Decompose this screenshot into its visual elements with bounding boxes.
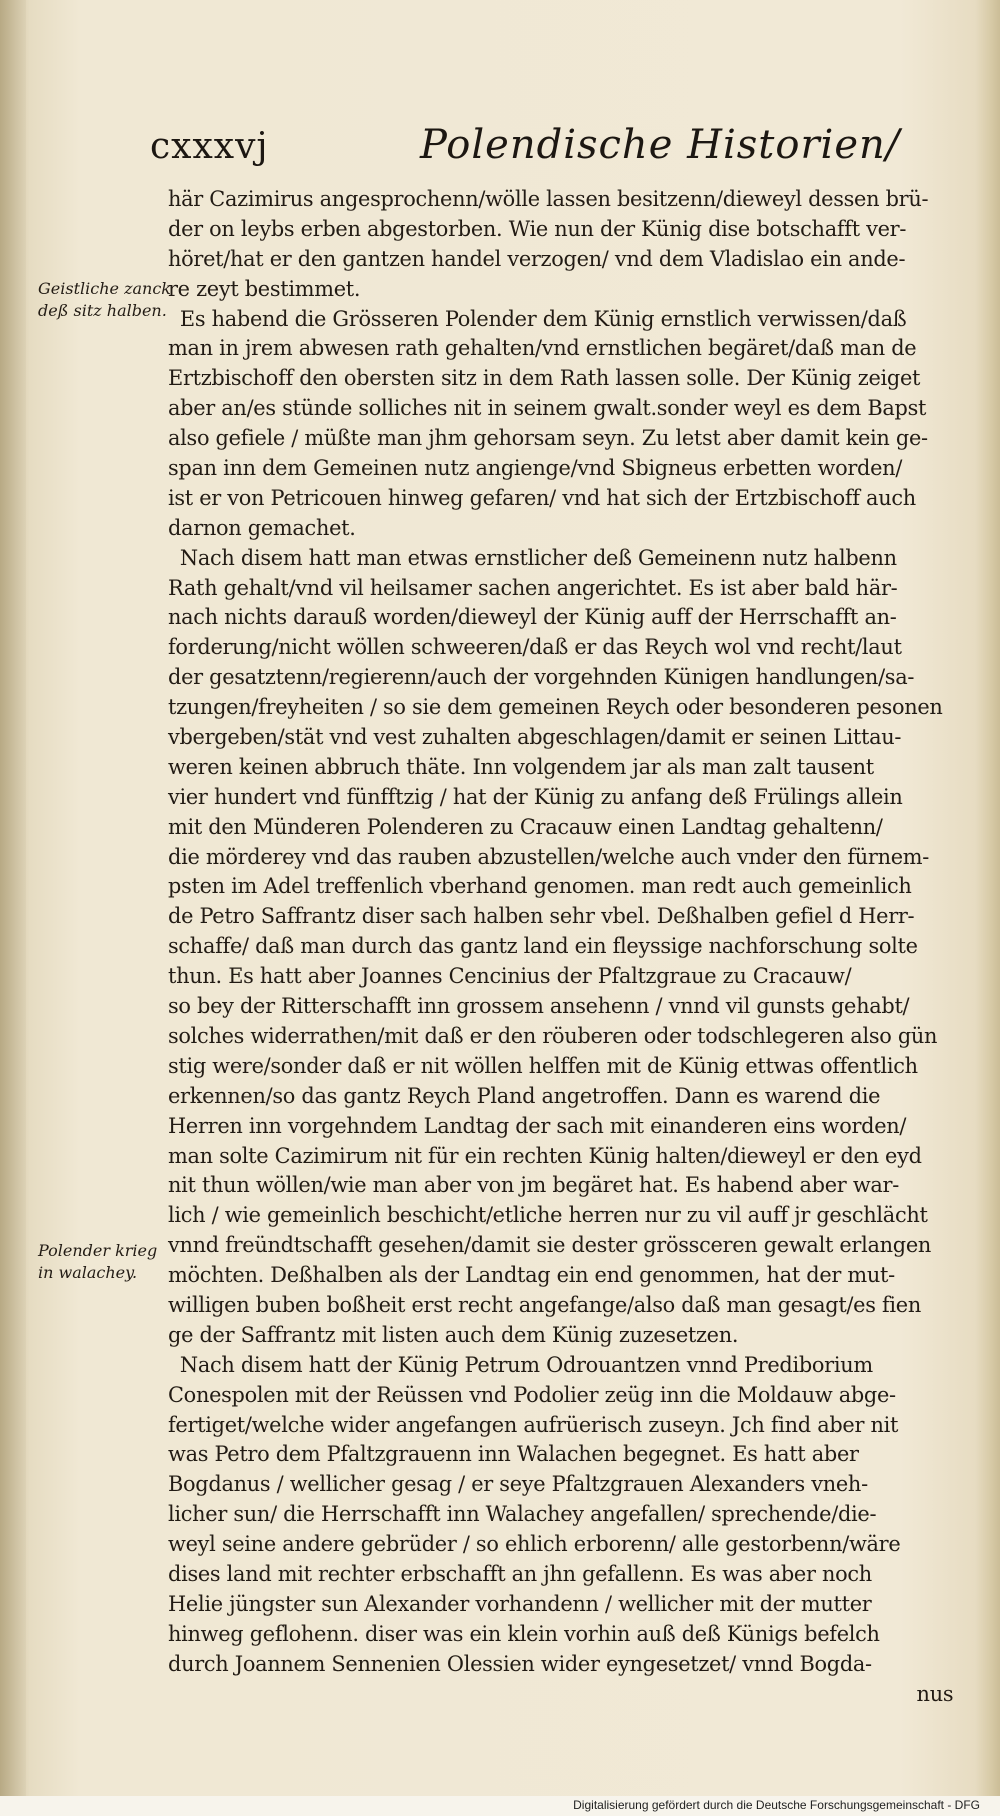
text-line: forderung/nicht wöllen schweeren/daß er das Reych wol vnd recht/laut [168,635,902,660]
text-line: re zeyt bestimmet. [168,276,361,301]
text-line: nach nichts darauß worden/dieweyl der Künig auff der Herrschafft an- [168,605,897,630]
text-line: die mörderey vnd das rauben abzustellen/welche auch vnder den fürnem- [168,844,930,869]
text-line: här Cazimirus angesprochenn/wölle lassen besitzenn/dieweyl dessen brü- [168,187,929,211]
text-line: Nach disem hatt man etwas ernstlicher deß Gemeinenn nutz halbenn [179,545,897,570]
marginal-note [38,278,171,322]
footer-bar [0,1796,1000,1816]
text-line: fertiget/welche wider angefangen aufrüerisch zuseyn. Jch find aber nit [168,1412,899,1437]
marginal-note-line: in walachey. [38,1263,138,1282]
text-line: Helie jüngster sun Alexander vorhandenn / wellicher mit der mutter [168,1591,872,1616]
text-line: man solte Cazimirum nit für ein rechten Künig halten/dieweyl er den eyd [168,1143,922,1168]
text-line: hinweg geflohenn. diser was ein klein vorhin auß deß Künigs befelch [168,1621,880,1646]
marginal-note-line: Geistliche zanck [38,279,171,298]
text-line: ge der Saffrantz mit listen auch dem Künig zuzesetzen. [168,1322,739,1347]
text-line: vnnd freündtschafft gesehen/damit sie dester grössceren gewalt erlangen [168,1233,932,1258]
text-line: weren keinen abbruch thäte. Inn volgendem jar als man zalt tausent [168,754,874,779]
text-line: tzungen/freyheiten / so sie dem gemeinen Reych oder besonderen pesonen [168,695,943,720]
text-line: span inn dem Gemeinen nutz angienge/vnd Sbigneus erbetten worden/ [168,456,903,481]
text-line: also gefiele / müßte man jhm gehorsam seyn. Zu letst aber damit kein ge- [168,426,928,451]
text-line: durch Joannem Sennenien Olessien wider eyngesetzet/ vnnd Bogda- [168,1651,872,1676]
text-line: was Petro dem Pfaltzgrauenn inn Walachen begegnet. Es hatt aber [168,1442,859,1467]
text-line: Herren inn vorgehndem Landtag der sach mit einanderen eins worden/ [168,1113,907,1138]
folio-number: cxxxvj [150,126,269,167]
text-line: vbergeben/stät vnd vest zuhalten abgeschlagen/damit er seinen Littau- [168,725,902,750]
text-line: der gesatztenn/regierenn/auch der vorgehnden Künigen handlungen/sa- [168,665,915,690]
text-line: erkennen/so das gantz Reych Pland angetroffen. Dann es warend die [168,1083,881,1108]
text-line: thun. Es hatt aber Joannes Cencinius der Pfaltzgraue zu Cracauw/ [168,964,852,989]
text-line: de Petro Saffrantz diser sach halben sehr vbel. Deßhalben gefiel d Herr- [168,904,915,929]
text-line: Rath gehalt/vnd vil heilsamer sachen angerichtet. Es ist aber bald här- [168,575,898,600]
text-line: Es habend die Grösseren Polender dem Künig ernstlich verwissen/daß [179,306,907,331]
text-line: möchten. Deßhalben als der Landtag ein end genommen, hat der mut- [168,1263,895,1288]
text-line: Nach disem hatt der Künig Petrum Odrouantzen vnnd Prediborium [179,1352,873,1377]
marginal-note-line: deß sitz halben. [38,301,167,320]
text-line: ist er von Petricouen hinweg gefaren/ vnd hat sich der Ertzbischoff auch [168,485,916,510]
text-line: vier hundert vnd fünfftzig / hat der Künig zu anfang deß Frülings allein [168,784,903,809]
text-line: nus [916,1681,954,1706]
text-line: willigen buben boßheit erst recht angefange/also daß man gesagt/es fien [168,1292,921,1317]
text-line: lich / wie gemeinlich beschicht/etliche herren nur zu vil auff jr geschlächt [168,1203,928,1228]
text-line: weyl seine andere gebrüder / so ehlich erborenn/ alle gestorbenn/wäre [168,1532,901,1557]
running-title: Polendische Historien/ [420,122,901,168]
text-line: aber an/es stünde solliches nit in seinem gwalt.sonder weyl es dem Bapst [168,396,927,421]
marginal-note [38,1240,163,1284]
footer-credit: Digitalisierung gefördert durch die Deutsche Forschungsgemeinschaft - DFG [573,1798,980,1812]
text-line: mit den Münderen Polenderen zu Cracauw einen Landtag gehaltenn/ [168,814,883,839]
text-line: höret/hat er den gantzen handel verzogen/ vnd dem Vladislao ein ande- [168,246,906,271]
text-line: darnon gemachet. [168,515,356,540]
text-line: Bogdanus / wellicher gesag / er seye Pfaltzgrauen Alexanders vneh- [168,1472,868,1497]
binding-shadow [0,0,26,1816]
text-line: solches widerrathen/mit daß er den röuberen oder todschlegeren also gün [168,1023,938,1048]
body-text [168,185,958,1709]
text-line: stig were/sonder daß er nit wöllen helffen mit de Künig ettwas offentlich [168,1053,918,1078]
text-line: der on leybs erben abgestorben. Wie nun der Künig dise botschafft ver- [168,216,907,241]
text-line: licher sun/ die Herrschafft inn Walachey angefallen/ sprechende/die- [168,1502,877,1527]
text-line: man in jrem abwesen rath gehalten/vnd ernstlichen begäret/daß man de [168,336,917,361]
text-line: psten im Adel treffenlich vberhand genomen. man redt auch gemeinlich [168,874,912,899]
text-line: Conespolen mit der Reüssen vnd Podolier zeüg inn die Moldauw abge- [168,1382,896,1407]
text-line: schaffe/ daß man durch das gantz land ein fleyssige nachforschung solte [168,934,918,959]
text-line: dises land mit rechter erbschafft an jhn gefallenn. Es was aber noch [168,1561,872,1586]
page-header [150,120,950,180]
marginal-note-line: Polender krieg [38,1241,158,1260]
text-line: so bey der Ritterschafft inn grossem ansehenn / vnnd vil gunsts gehabt/ [168,994,910,1019]
text-line: nit thun wöllen/wie man aber von jm begäret hat. Es habend aber war- [168,1173,899,1198]
text-line: Ertzbischoff den obersten sitz in dem Rath lassen solle. Der Künig zeiget [168,366,921,391]
